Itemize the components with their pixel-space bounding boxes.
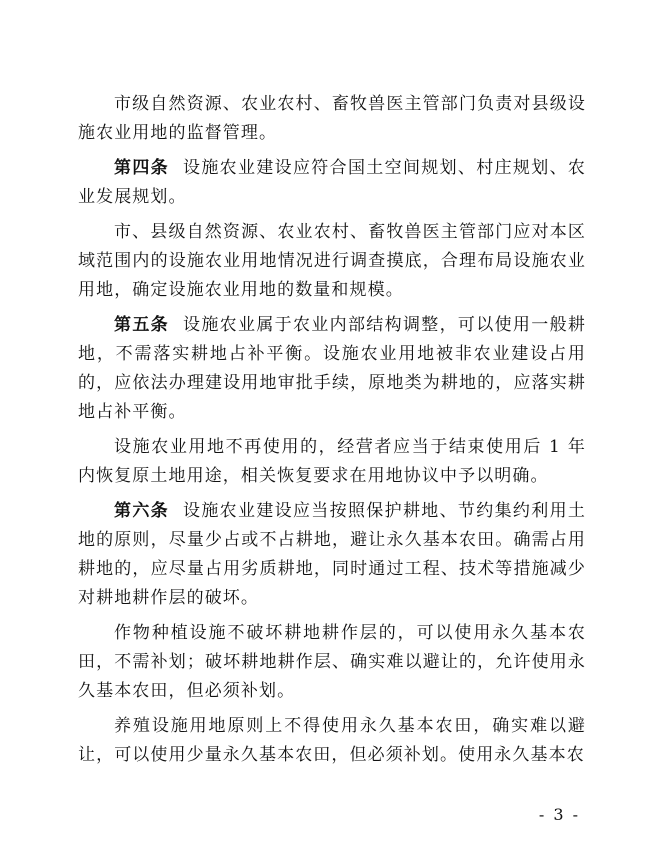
article-heading: 第五条 (114, 315, 169, 335)
document-body (78, 90, 586, 776)
paragraph-3 (78, 218, 586, 305)
paragraph-text: 设施农业属于农业内部结构调整，可以使用一般耕地，不需落实耕地占补平衡。设施农业用地被非农业建设占用的，应依法办理建设用地审批手续，原地类为耕地的，应落实耕地占补平衡。 (78, 315, 586, 422)
page-number: - 3 - (538, 805, 580, 824)
paragraph-5 (78, 433, 586, 491)
paragraph-text: 养殖设施用地原则上不得使用永久基本农田，确实难以避让，可以使用少量永久基本农田，但必须补划。使用永久基本农 (78, 716, 586, 765)
paragraph-2 (78, 154, 586, 212)
paragraph-6 (78, 497, 586, 613)
paragraph-8 (78, 712, 586, 770)
paragraph-4 (78, 311, 586, 427)
paragraph-text: 市、县级自然资源、农业农村、畜牧兽医主管部门应对本区域范围内的设施农业用地情况进行调查摸底，合理布局设施农业用地，确定设施农业用地的数量和规模。 (78, 222, 586, 300)
article-heading: 第四条 (114, 158, 169, 178)
paragraph-7 (78, 619, 586, 706)
paragraph-text: 设施农业建设应符合国土空间规划、村庄规划、农业发展规划。 (78, 158, 586, 207)
paragraph-text: 作物种植设施不破坏耕地耕作层的，可以使用永久基本农田，不需补划；破坏耕地耕作层、确实难以避让的，允许使用永久基本农田，但必须补划。 (78, 623, 586, 701)
paragraph-text: 市级自然资源、农业农村、畜牧兽医主管部门负责对县级设施农业用地的监督管理。 (78, 94, 586, 143)
paragraph-text: 设施农业建设应当按照保护耕地、节约集约利用土地的原则，尽量少占或不占耕地，避让永久基本农田。确需占用耕地的，应尽量占用劣质耕地，同时通过工程、技术等措施减少对耕地耕作层的破坏。 (78, 501, 586, 608)
paragraph-text: 设施农业用地不再使用的，经营者应当于结束使用后 1 年内恢复原土地用途，相关恢复要求在用地协议中予以明确。 (78, 437, 586, 486)
article-heading: 第六条 (114, 501, 169, 521)
paragraph-1 (78, 90, 586, 148)
